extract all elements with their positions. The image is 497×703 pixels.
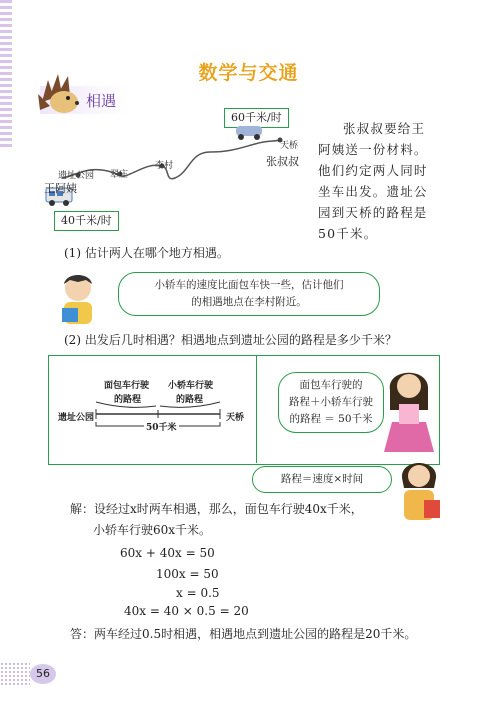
answer-line: 答：两车经过0.5时相遇，相遇地点到遗址公园的路程是20千米。 (70, 627, 417, 641)
equation-1: 60x + 40x = 50 (120, 546, 215, 560)
place-label: 遗址公园 (58, 171, 95, 181)
place-label: 天桥 (280, 141, 299, 151)
formula-bubble: 路程＝速度×时间 (252, 466, 392, 493)
bubble-line: 小轿车的速度比面包车快一些，估计他们 (154, 279, 344, 291)
place-label: 李村 (155, 161, 174, 171)
diagram-divider (256, 356, 257, 463)
bubble-line: 面包车行驶的 (299, 379, 363, 391)
bus-distance-label: 面包车行驶 (104, 381, 150, 391)
question-2: (2) 出发后几时相遇？相遇地点到遗址公园的路程是多少千米？ (64, 333, 397, 347)
intro-line: 阿姨送一份材料。 (318, 142, 428, 157)
intro-paragraph (318, 118, 468, 244)
bus-speed-box: 40千米/时 (54, 211, 119, 231)
equation-bubble (278, 372, 384, 433)
car-icon (236, 126, 262, 140)
car-distance-label: 小轿车行驶 (168, 381, 214, 391)
solution-line-2: 小轿车行驶60x千米。 (93, 523, 212, 537)
total-distance-label: 50千米 (144, 420, 179, 433)
equation-3: x = 0.5 (176, 586, 220, 600)
place-label: 翠庄 (110, 170, 129, 180)
aunt-label: 王阿姨 (44, 182, 77, 195)
car-speed-box: 60千米/时 (224, 108, 289, 128)
decorative-dots (0, 662, 30, 686)
intro-line: 园到天桥的路程是 (318, 205, 428, 220)
bubble-line: 的路程 ＝ 50千米 (289, 413, 373, 425)
q1-hint-bubble (118, 272, 380, 316)
uncle-label: 张叔叔 (266, 155, 299, 168)
page-number: 56 (30, 664, 56, 684)
hedgehog-mascot-icon (38, 72, 86, 116)
bubble-line: 的相遇地点在李村附近。 (191, 296, 307, 308)
boy-character-icon (52, 272, 108, 330)
intro-line: 他们约定两人同时 (318, 163, 428, 178)
teacher-character-icon (394, 456, 444, 522)
bus-distance-label: 的路程 (114, 395, 142, 405)
left-end-label: 遗址公园 (58, 413, 95, 423)
intro-line: 坐车出发。遗址公 (318, 184, 428, 199)
page-title: 数学与交通 (198, 62, 299, 84)
section-title: 相遇 (86, 92, 117, 110)
right-end-label: 天桥 (226, 413, 245, 423)
bubble-line: 路程＋小轿车行驶 (289, 396, 373, 408)
car-distance-label: 的路程 (176, 395, 204, 405)
equation-2: 100x = 50 (156, 567, 219, 581)
solution-line-1: 解：设经过x时两车相遇，那么，面包车行驶40x千米， (70, 502, 363, 516)
girl-character-icon (382, 364, 436, 454)
intro-line: 50千米。 (318, 226, 378, 241)
intro-line: 张叔叔要给王 (343, 121, 426, 136)
question-1: (1) 估计两人在哪个地方相遇。 (64, 246, 229, 260)
equation-4: 40x = 40 × 0.5 = 20 (124, 604, 249, 618)
